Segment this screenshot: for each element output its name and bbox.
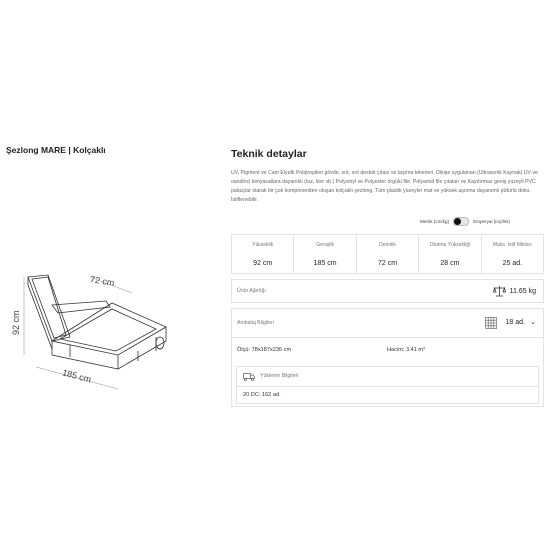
shipping-header [237, 367, 538, 387]
scale-icon [493, 285, 506, 297]
spec-label: Maks. İstif Miktarı [492, 242, 532, 248]
spec-label: Genişlik [316, 242, 334, 248]
packaging-label: Ambalaj Bilgileri [237, 320, 274, 326]
spec-value: 92 cm [253, 260, 273, 267]
section-title: Teknik detaylar [231, 148, 307, 160]
unit-switch[interactable] [420, 216, 545, 226]
metric-label: Metrik (cm/kg) [420, 218, 450, 224]
product-name: Şezlong MARE | Kolçaklı [6, 145, 106, 155]
packaging-box [231, 308, 544, 407]
packaging-size: Ölçü: 78x187x236 cm [237, 347, 292, 353]
packaging-value: 18 ad. [505, 319, 525, 326]
toggle-knob [454, 218, 461, 225]
spec-seat-height [419, 235, 481, 273]
spec-height [232, 235, 294, 273]
product-description: UV, Pigment ve Cam Elyaflı Polipropilen gövde, sırt, sırt destek çıtası ve taşıma tekerleri. Dikişe uygulanan (Ultrasonik Kaynak) UV ve oandinci kimyasallara dayanıklı (tuz, klor vb.) Polyvinyl ve Polyester örgülü file. Polyamid file çıtaları ve Kaydırmaz geniş yüzeyli PVC pabuçlar olarak bir çok komponentten oluşan kolçaklı şezlong. Tüm plastik yüzeyler mat ve yüksek aşınma dayanımlı pütürlü doku. İstiflenebilir. [231, 170, 538, 203]
weight-box [231, 279, 544, 303]
weight-label: Ürün Ağırlığı [237, 288, 266, 294]
packaging-volume: Hacim: 3.41 m³ [387, 347, 425, 353]
spec-value: 25 ad. [502, 260, 523, 267]
depth-dimension-label: 185 cm [61, 367, 93, 385]
height-dimension-label: 92 cm [11, 310, 21, 335]
spec-value: 72 cm [377, 260, 398, 267]
truck-icon [243, 373, 255, 381]
shipping-value: 20 DC: 162 ad. [243, 392, 281, 398]
spec-width [294, 235, 356, 273]
chevron-down-icon[interactable]: ⌄ [530, 319, 536, 326]
spec-value: 28 cm [440, 260, 460, 267]
grid-icon [485, 317, 497, 329]
spec-label: Oturma Yüksekliği [429, 242, 471, 248]
spec-depth [357, 235, 419, 273]
packaging-header[interactable] [232, 309, 543, 338]
shipping-label: Yükleme Bilgileri [260, 373, 299, 379]
spec-stack [482, 235, 543, 273]
spec-label: Yükseklik [252, 242, 274, 248]
imperial-label: Emperyal (inç/lbs) [473, 218, 510, 224]
weight-value: 11.65 kg [509, 288, 536, 295]
spec-value: 185 cm [313, 260, 337, 267]
width-dimension-label: 72 cm [89, 273, 116, 289]
spec-label: Derinlik [379, 242, 396, 248]
unit-toggle[interactable] [453, 217, 469, 226]
shipping-box [236, 366, 539, 404]
spec-table [231, 234, 544, 274]
